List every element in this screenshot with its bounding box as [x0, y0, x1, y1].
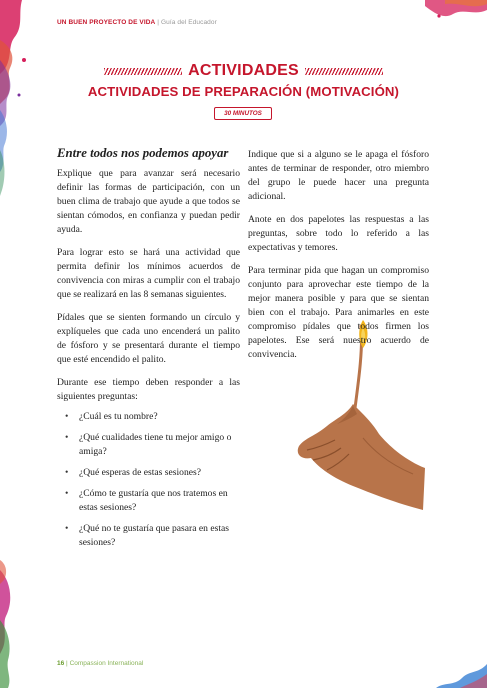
footer-organization: Compassion International: [69, 660, 144, 667]
questions-list: [57, 410, 240, 550]
paragraph: Durante ese tiempo deben responder a las siguientes preguntas:: [57, 377, 240, 402]
paragraph: Anote en dos papelotes las respuestas a las preguntas, sobre todo lo referido a las expectativas y temores.: [248, 214, 429, 253]
section-heading: Entre todos nos podemos apoyar: [57, 146, 229, 160]
title-hatch-left: [104, 68, 182, 75]
paragraph: Explique que para avanzar será necesario definir las formas de participación, con un buen clima de trabajo que ayude a que todos se sientan cómodos, en confianza y puedan pedir ayuda.: [57, 168, 240, 235]
paragraph: Para lograr esto se hará una actividad que permita definir los mínimos acuerdos de convivencia con miras a cumplir con el trabajo que se realizará en las 8 semanas siguientes.: [57, 247, 240, 300]
left-column: [57, 146, 240, 557]
list-item: • ¿Cómo te gustaría que nos tratemos en estas sesiones?: [57, 487, 240, 515]
header-separator: |: [157, 19, 160, 26]
watercolor-splash-bottom-right: [430, 660, 487, 688]
header-series: UN BUEN PROYECTO DE VIDA: [57, 19, 156, 26]
title-hatch-right: [305, 68, 383, 75]
paragraph: Indique que si a alguno se le apaga el fósforo antes de terminar de responder, otro miembro del grupo le puede hacer una pregunta adicional.: [248, 149, 429, 202]
title-row: [0, 62, 487, 80]
paragraph: Pídales que se sienten formando un círculo y explíqueles que cada uno encenderá un palito de fósforo y se presentará durante el tiempo que esté encendido el palito.: [57, 312, 240, 365]
watercolor-splash-top-right: [425, 0, 487, 22]
right-column: [248, 148, 429, 371]
footer-separator: |: [66, 660, 68, 667]
page-footer: [57, 660, 143, 667]
page-title: ACTIVIDADES: [188, 62, 299, 79]
list-item: • ¿Qué esperas de estas sesiones?: [57, 466, 240, 480]
running-header: [57, 19, 217, 26]
list-item: • ¿Qué cualidades tiene tu mejor amigo o amiga?: [57, 431, 240, 459]
header-guide: Guía del Educador: [160, 19, 217, 26]
list-item: • ¿Qué no te gustaría que pasara en estas sesiones?: [57, 522, 240, 550]
page-number: 16: [57, 660, 65, 667]
paragraph: Para terminar pida que hagan un compromiso conjunto para aprovechar este tiempo de la mejor manera posible y para que se sientan bien con el trabajo. Para animarles en este compromiso pídales que todos firmen los papelotes. Ese será nuestro acuerdo de convivencia.: [248, 265, 429, 360]
list-item: • ¿Cuál es tu nombre?: [57, 410, 240, 424]
watercolor-splash-top-left: [0, 0, 34, 200]
page-subtitle: ACTIVIDADES DE PREPARACIÓN (MOTIVACIÓN): [87, 84, 400, 99]
watercolor-splash-bottom-left: [0, 560, 26, 688]
duration-badge: 30 MINUTOS: [214, 107, 272, 120]
